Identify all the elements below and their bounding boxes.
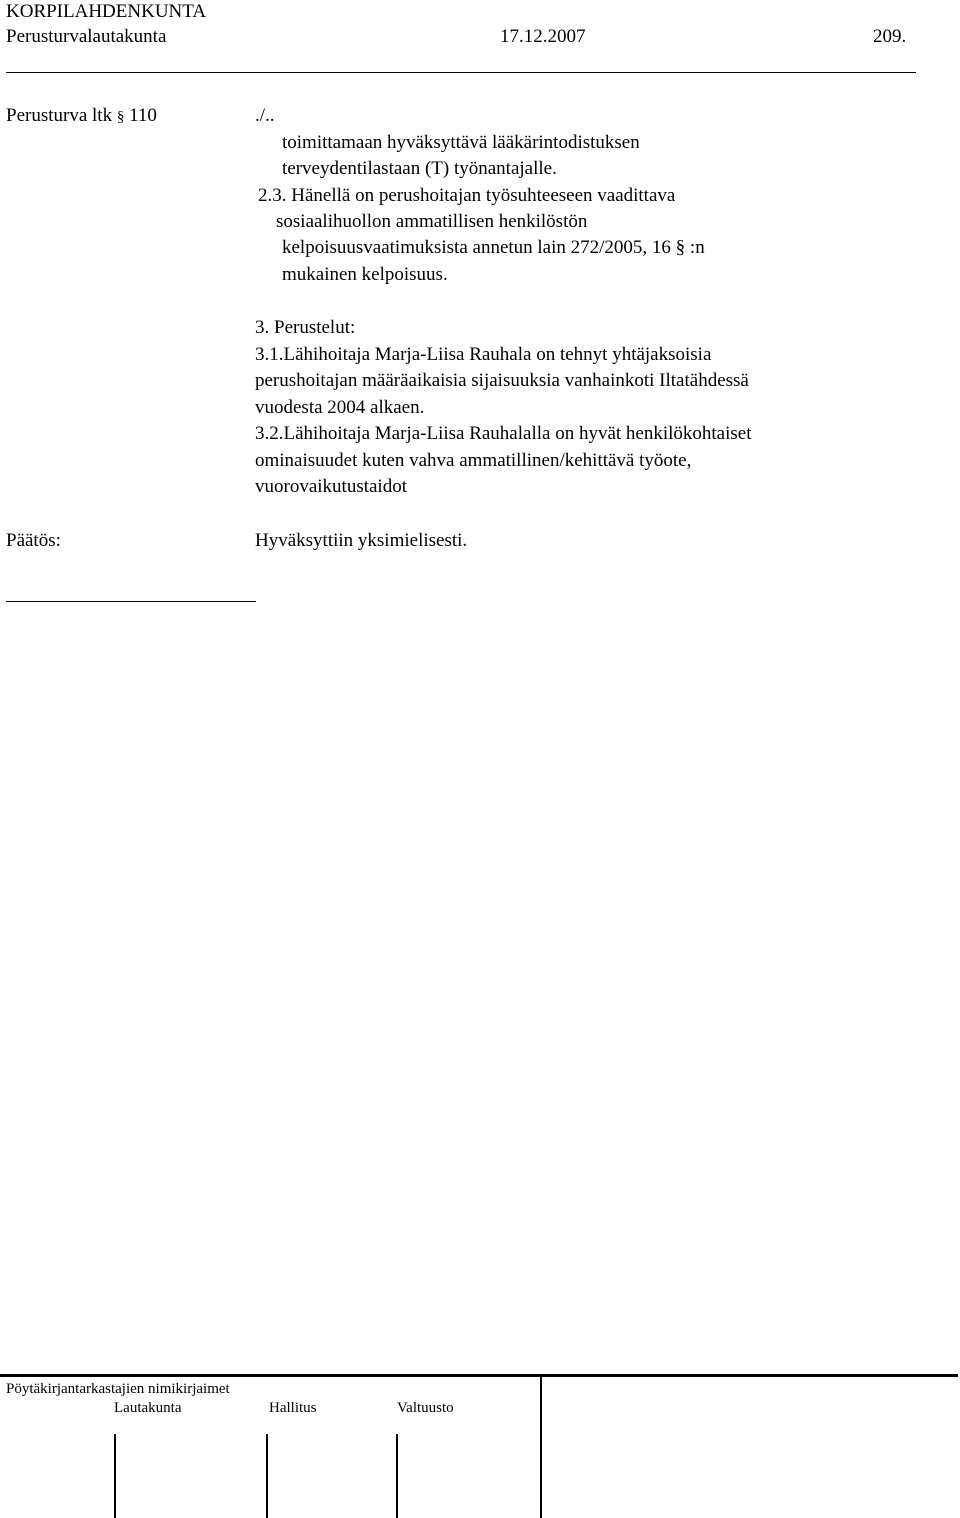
footer-rule (0, 1374, 958, 1377)
footer-title: Pöytäkirjantarkastajien nimikirjaimet (6, 1381, 230, 1397)
body-line: kelpoisuusvaatimuksista annetun lain 272/2005, 16 § :n (282, 237, 705, 258)
item-label: Perusturva ltk (6, 105, 113, 126)
body-line: vuorovaikutustaidot (255, 476, 407, 497)
body-line: 3.2.Lähihoitaja Marja-Liisa Rauhalalla on hyvät henkilökohtaiset (255, 423, 752, 444)
organization-name: KORPILAHDENKUNTA (6, 1, 207, 22)
section-sign: § (116, 109, 125, 125)
meeting-date: 17.12.2007 (500, 26, 586, 47)
page-number: 209. (873, 26, 907, 47)
item-heading (6, 104, 157, 129)
body-line: ominaisuudet kuten vahva ammatillinen/kehittävä työote, (255, 450, 692, 471)
body-line: perushoitajan määräaikaisia sijaisuuksia vanhainkoti Iltatähdessä (255, 370, 749, 391)
footer-col-hallitus: Hallitus (269, 1400, 317, 1416)
initials-box-right (396, 1434, 398, 1518)
initials-box-left (114, 1434, 116, 1518)
body-line: sosiaalihuollon ammatillisen henkilöstön (276, 211, 588, 232)
body-line: 2.3. Hänellä on perushoitajan työsuhteeseen vaadittava (258, 185, 676, 206)
decision-text: Hyväksyttiin yksimielisesti. (255, 530, 468, 551)
continued-marker: ./.. (255, 105, 275, 126)
header-rule (6, 72, 916, 73)
decision-label: Päätös: (6, 530, 61, 551)
body-line: mukainen kelpoisuus. (282, 264, 448, 285)
footer-divider (540, 1377, 542, 1518)
decision-rule (6, 601, 256, 602)
item-number: 110 (129, 105, 157, 126)
footer-col-valtuusto: Valtuusto (397, 1400, 454, 1416)
body-line: terveydentilastaan (T) työnantajalle. (282, 158, 557, 179)
initials-box-middle (266, 1434, 268, 1518)
body-line: 3.1.Lähihoitaja Marja-Liisa Rauhala on tehnyt yhtäjaksoisia (255, 344, 712, 365)
footer-col-lautakunta: Lautakunta (114, 1400, 182, 1416)
section-heading-perustelut: 3. Perustelut: (255, 317, 356, 338)
body-line: vuodesta 2004 alkaen. (255, 397, 425, 418)
board-name: Perusturvalautakunta (6, 26, 167, 47)
body-line: toimittamaan hyväksyttävä lääkärintodistuksen (282, 132, 640, 153)
